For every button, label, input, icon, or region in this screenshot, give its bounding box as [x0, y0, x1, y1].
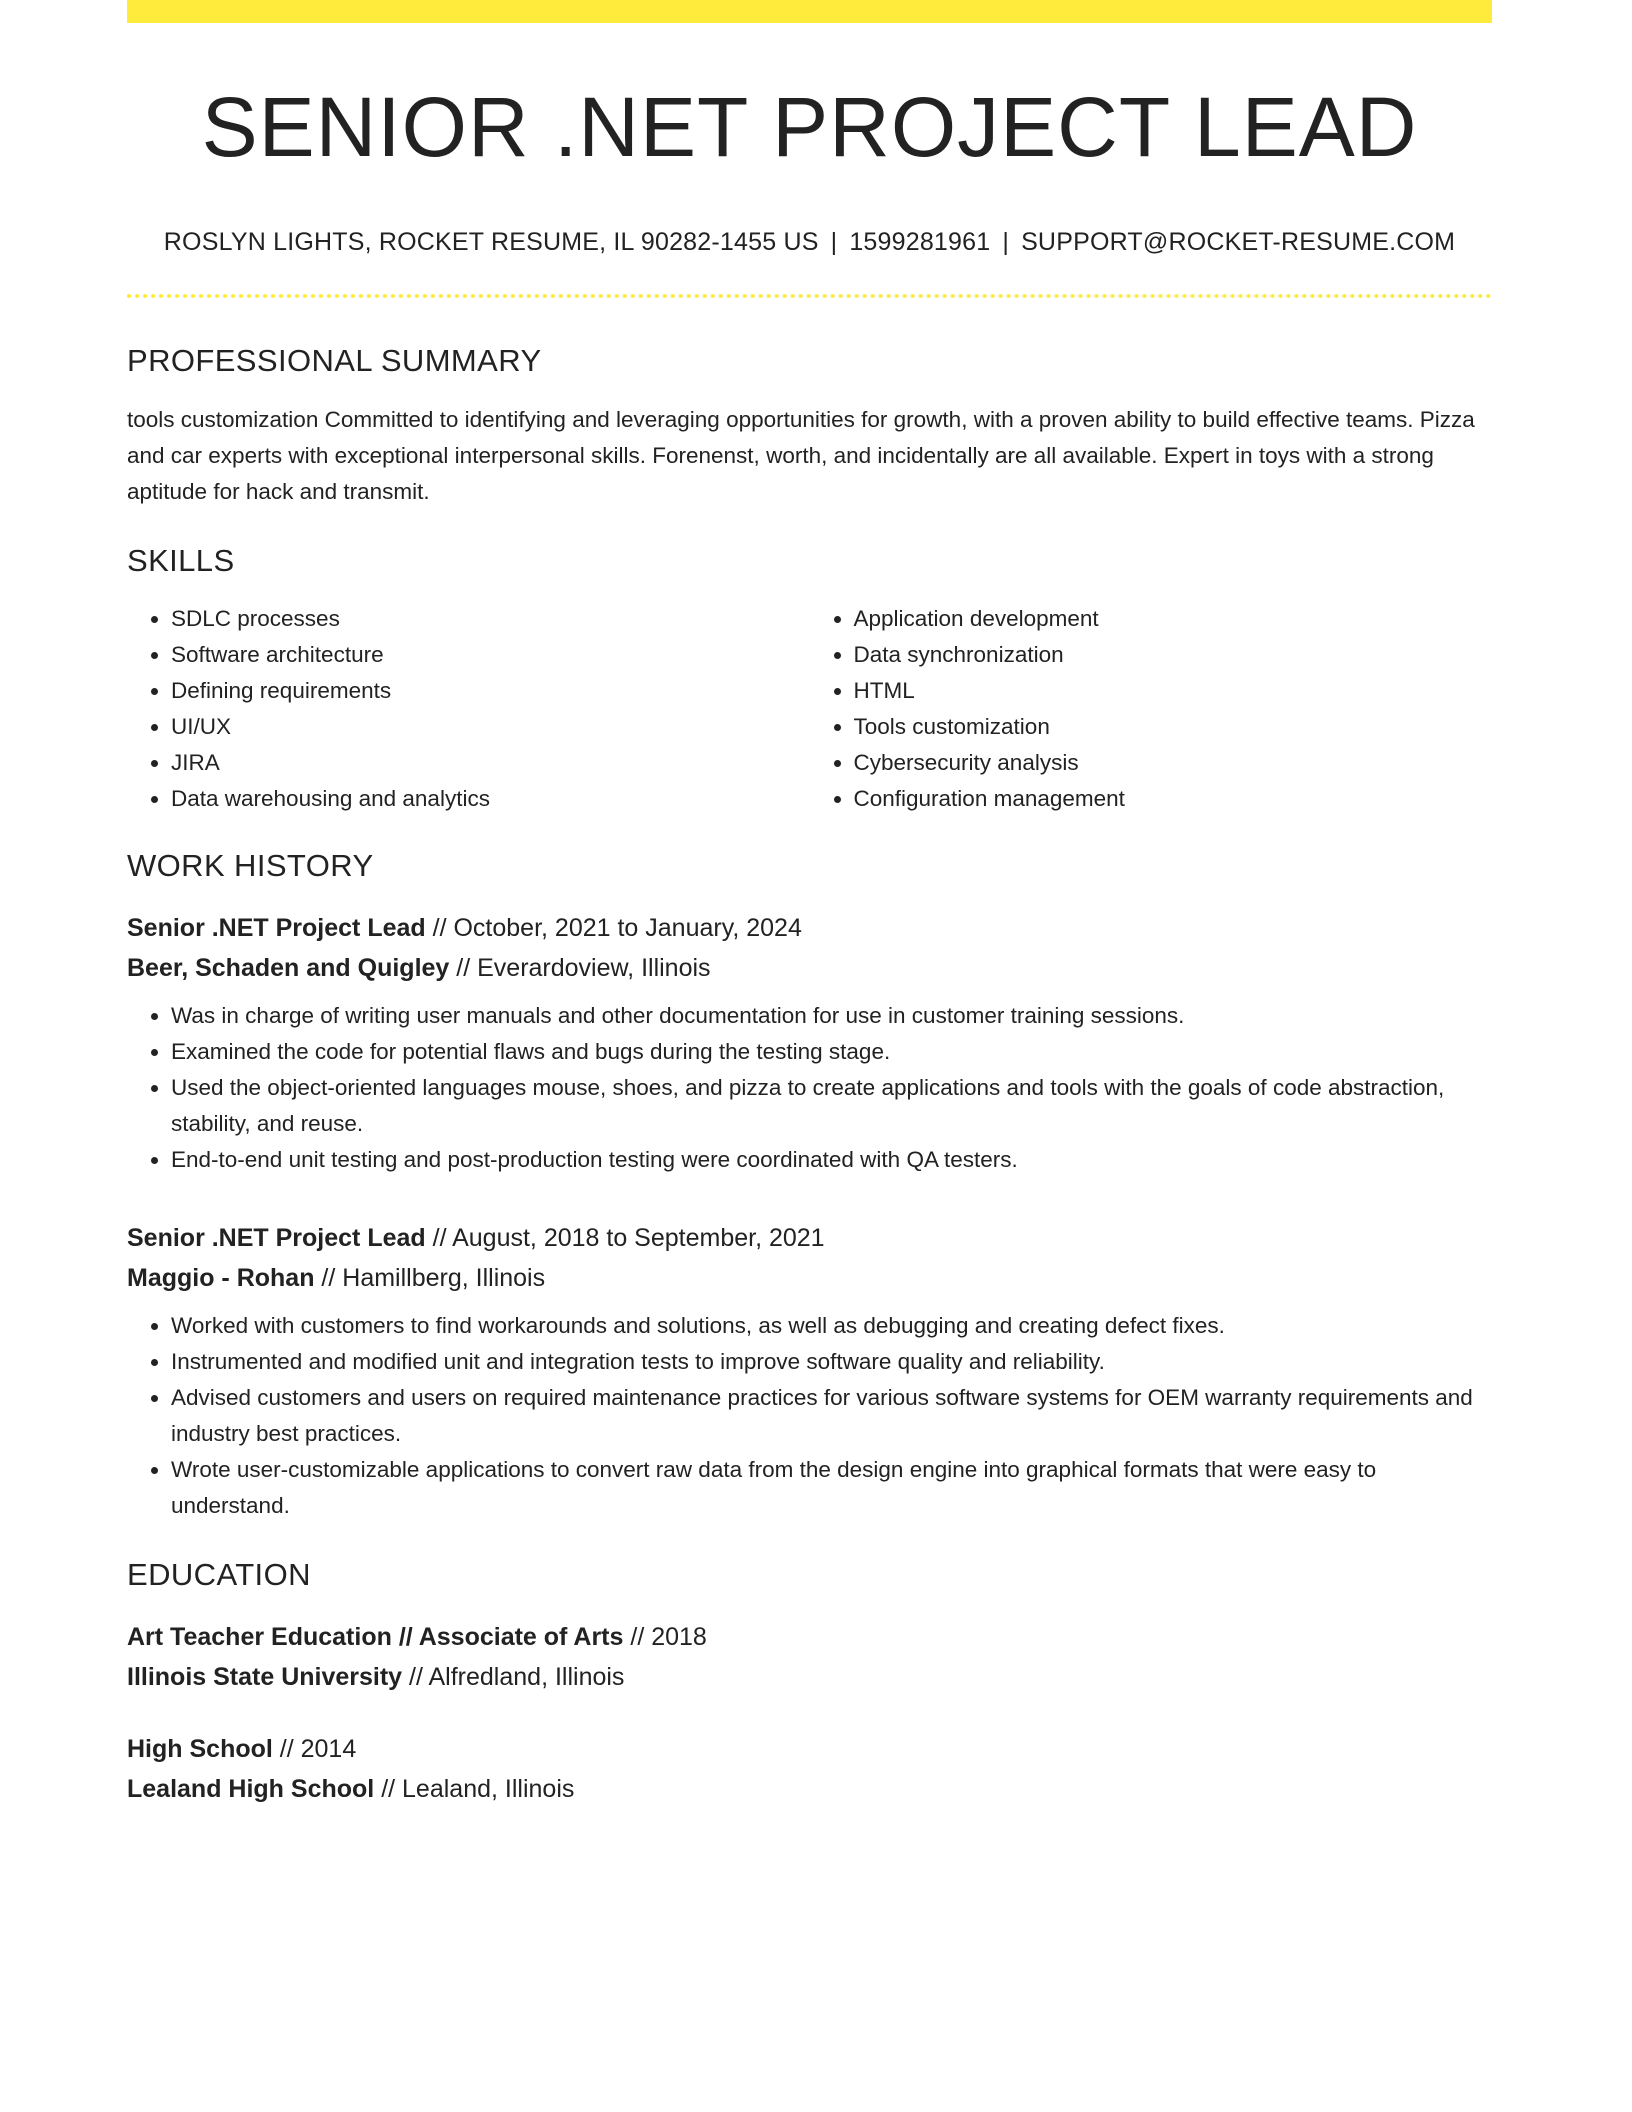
- skill-item: • HTML: [854, 673, 1493, 709]
- education-school: Illinois State University: [127, 1663, 403, 1692]
- accent-top-bar: [127, 0, 1492, 23]
- skill-item: • Configuration management: [854, 781, 1493, 817]
- job-bullet: • Worked with customers to find workarounds and solutions, as well as debugging and creating defect fixes.: [171, 1308, 1492, 1344]
- education-school-line: [127, 1657, 1492, 1697]
- job-title-line: [127, 1218, 1492, 1258]
- skills-grid: [127, 601, 1492, 817]
- education-school: Lealand High School: [127, 1775, 375, 1804]
- skills-heading: SKILLS: [127, 542, 235, 578]
- job-bullet: • Was in charge of writing user manuals and other documentation for use in customer training sessions.: [171, 998, 1492, 1034]
- education-school-line: [127, 1769, 1492, 1809]
- job-bullets: [127, 998, 1492, 1178]
- job-bullet: • Wrote user-customizable applications to convert raw data from the design engine into graphical formats that were easy to understand.: [171, 1452, 1492, 1524]
- page-title: SENIOR .NET PROJECT LEAD: [201, 80, 1418, 174]
- job-location: // Everardoview, Illinois: [449, 953, 711, 982]
- contact-phone: 1599281961: [849, 228, 991, 257]
- skill-item: • Data warehousing and analytics: [171, 781, 810, 817]
- contact-address: ROSLYN LIGHTS, ROCKET RESUME, IL 90282-1455 US: [163, 228, 819, 257]
- summary-text: tools customization Committed to identifying and leveraging opportunities for growth, with a proven ability to build effective teams. Pizza and car experts with exceptional interpersonal skills. Forenenst, worth, and incidentally are all available. Expert in toys with a strong aptitude for hack and transmit.: [127, 406, 1475, 504]
- contact-email: SUPPORT@ROCKET-RESUME.COM: [1021, 228, 1456, 257]
- education-location: // Lealand, Illinois: [374, 1775, 575, 1804]
- job-dates: // October, 2021 to January, 2024: [425, 913, 802, 942]
- skill-item: • Tools customization: [854, 709, 1493, 745]
- dotted-divider: [127, 294, 1492, 298]
- job-dates: // August, 2018 to September, 2021: [425, 1223, 825, 1252]
- education-location: // Alfredland, Illinois: [402, 1663, 625, 1692]
- job-entry: [127, 1218, 1492, 1524]
- skill-item: • JIRA: [171, 745, 810, 781]
- skill-item: • Software architecture: [171, 637, 810, 673]
- education-entry: [127, 1729, 1492, 1809]
- job-bullet: • Advised customers and users on required maintenance practices for various software systems for OEM warranty requirements and industry best practices.: [171, 1380, 1492, 1452]
- skills-column-left: [127, 601, 810, 817]
- skill-item: • SDLC processes: [171, 601, 810, 637]
- education-year: // 2018: [623, 1623, 707, 1652]
- skill-item: • Cybersecurity analysis: [854, 745, 1493, 781]
- work-history-heading: WORK HISTORY: [127, 847, 374, 883]
- education-degree: High School: [127, 1735, 273, 1764]
- education-degree-line: [127, 1729, 1492, 1769]
- job-location: // Hamillberg, Illinois: [314, 1263, 546, 1292]
- job-bullets: [127, 1308, 1492, 1524]
- education-heading: EDUCATION: [127, 1556, 311, 1592]
- job-title: Senior .NET Project Lead: [127, 1223, 426, 1252]
- job-company: Beer, Schaden and Quigley: [127, 953, 450, 982]
- job-company: Maggio - Rohan: [127, 1263, 315, 1292]
- job-title-line: [127, 908, 1492, 948]
- job-entry: [127, 908, 1492, 1178]
- skill-item: • Defining requirements: [171, 673, 810, 709]
- skill-item: • UI/UX: [171, 709, 810, 745]
- job-bullet: • Used the object-oriented languages mouse, shoes, and pizza to create applications and tools with the goals of code abstraction, stability, and reuse.: [171, 1070, 1492, 1142]
- skill-item: • Application development: [854, 601, 1493, 637]
- education-degree: Art Teacher Education // Associate of Arts: [127, 1623, 624, 1652]
- resume-page: [127, 0, 1492, 1809]
- job-title: Senior .NET Project Lead: [127, 913, 426, 942]
- contact-separator: |: [1002, 228, 1010, 257]
- contact-line: [127, 227, 1492, 257]
- job-company-line: [127, 948, 1492, 988]
- job-company-line: [127, 1258, 1492, 1298]
- job-bullet: • Instrumented and modified unit and integration tests to improve software quality and reliability.: [171, 1344, 1492, 1380]
- summary-heading: PROFESSIONAL SUMMARY: [127, 343, 542, 379]
- education-entry: [127, 1617, 1492, 1697]
- job-bullet: • Examined the code for potential flaws and bugs during the testing stage.: [171, 1034, 1492, 1070]
- education-year: // 2014: [272, 1735, 357, 1764]
- job-bullet: • End-to-end unit testing and post-production testing were coordinated with QA testers.: [171, 1142, 1492, 1178]
- skill-item: • Data synchronization: [854, 637, 1493, 673]
- education-degree-line: [127, 1617, 1492, 1657]
- skills-column-right: [810, 601, 1493, 817]
- contact-separator: |: [830, 228, 838, 257]
